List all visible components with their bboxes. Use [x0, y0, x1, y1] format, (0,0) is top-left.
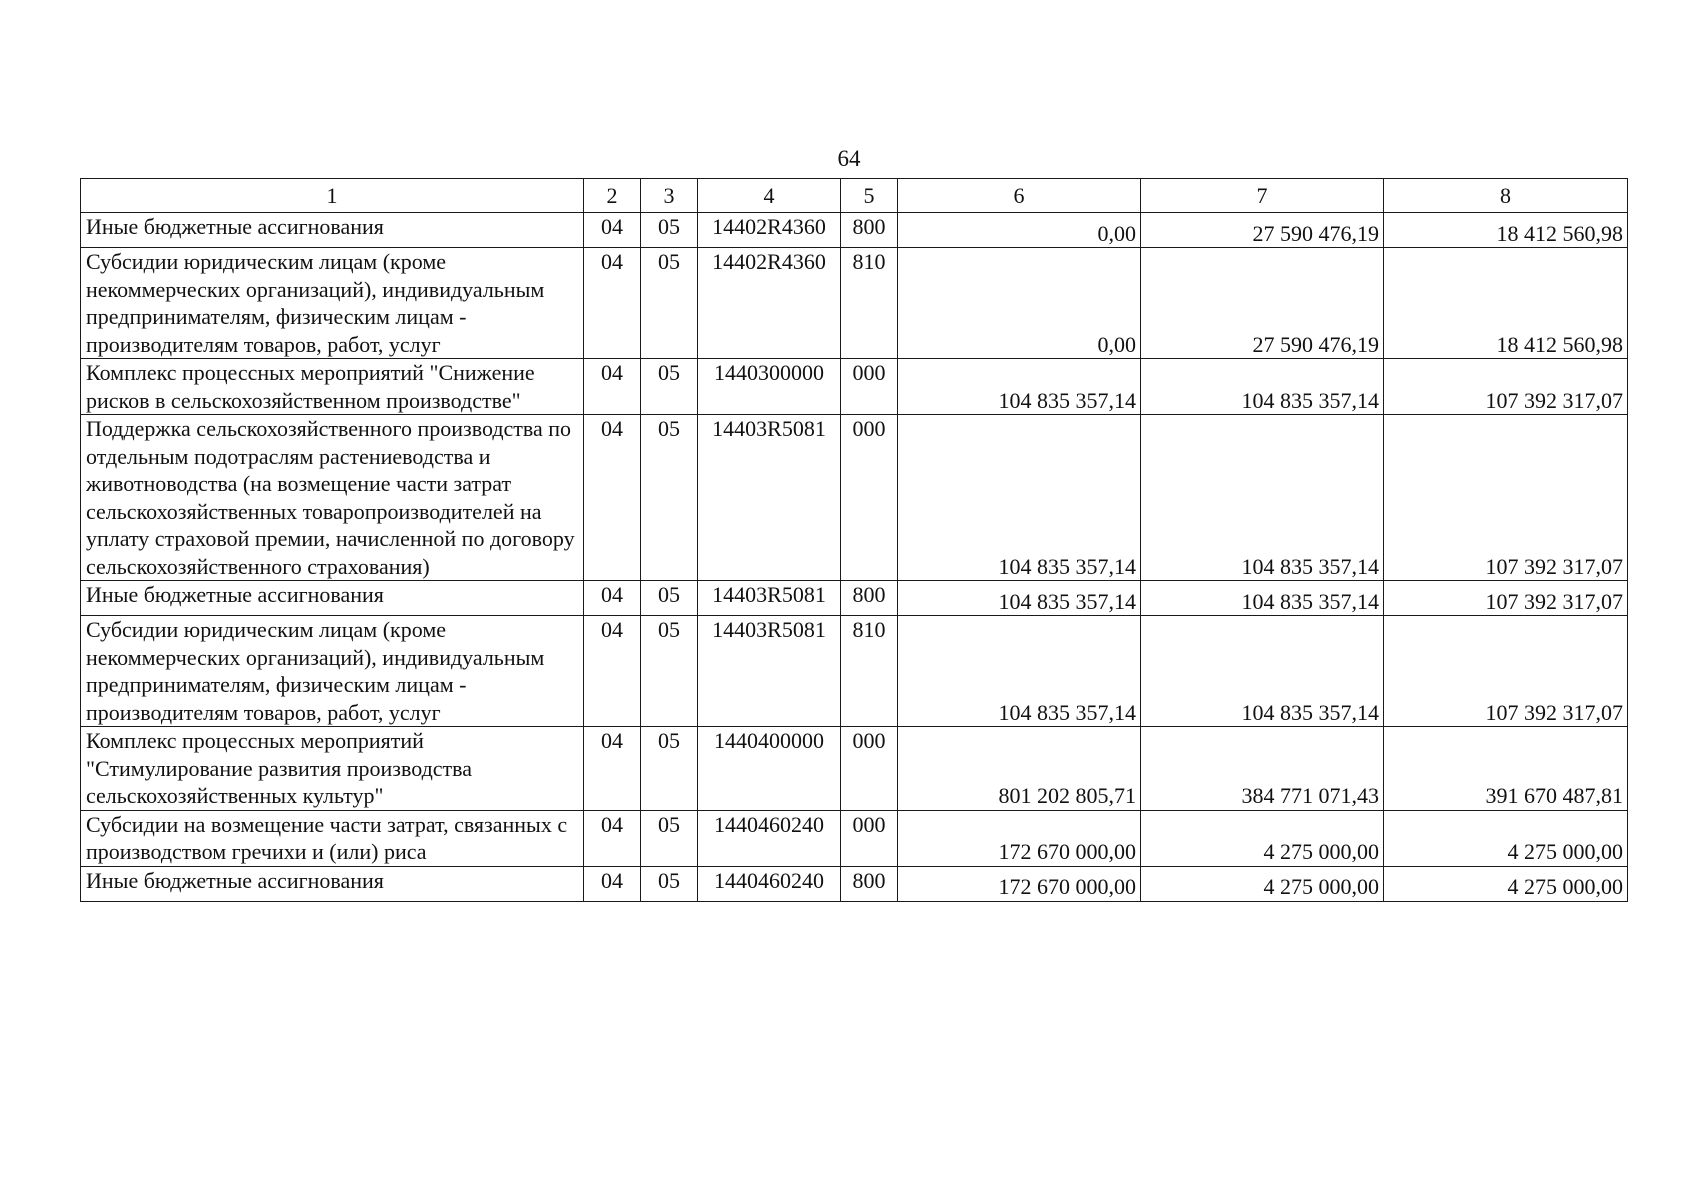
target-article-cell: 1440460240: [698, 866, 841, 901]
column-header: 4: [698, 179, 841, 213]
amount-col6-cell: 172 670 000,00: [898, 810, 1141, 866]
amount-col8-cell: 107 392 317,07: [1384, 616, 1628, 727]
section-code-cell: 04: [584, 616, 641, 727]
target-article-cell: 1440300000: [698, 359, 841, 415]
section-code-cell: 04: [584, 415, 641, 581]
section-code-cell: 04: [584, 213, 641, 248]
item-name-cell: Иные бюджетные ассигнования: [81, 213, 584, 248]
expense-type-cell: 810: [841, 248, 898, 359]
section-code-cell: 04: [584, 248, 641, 359]
amount-col6-cell: 801 202 805,71: [898, 727, 1141, 811]
column-header: 1: [81, 179, 584, 213]
amount-col7-cell: 104 835 357,14: [1141, 581, 1384, 616]
item-name-cell: Иные бюджетные ассигнования: [81, 866, 584, 901]
amount-col8-cell: 18 412 560,98: [1384, 213, 1628, 248]
item-name-cell: Комплекс процессных мероприятий "Стимулирование развития производства сельскохозяйственных культур": [81, 727, 584, 811]
amount-col6-cell: 0,00: [898, 213, 1141, 248]
item-name-cell: Поддержка сельскохозяйственного производства по отдельным подотраслям растениеводства и животноводства (на возмещение части затрат сельскохозяйственных товаропроизводителей на уплату страховой премии, начисленной по договору сельскохозяйственного страхования): [81, 415, 584, 581]
amount-col6-cell: 172 670 000,00: [898, 866, 1141, 901]
amount-col8-cell: 4 275 000,00: [1384, 866, 1628, 901]
section-code-cell: 04: [584, 359, 641, 415]
amount-col8-cell: 4 275 000,00: [1384, 810, 1628, 866]
subsection-code-cell: 05: [641, 248, 698, 359]
expense-type-cell: 800: [841, 866, 898, 901]
table-row: [81, 581, 1628, 616]
subsection-code-cell: 05: [641, 727, 698, 811]
subsection-code-cell: 05: [641, 810, 698, 866]
target-article-cell: 1440460240: [698, 810, 841, 866]
expense-type-cell: 800: [841, 213, 898, 248]
table-row: [81, 616, 1628, 727]
subsection-code-cell: 05: [641, 581, 698, 616]
item-name-cell: Субсидии юридическим лицам (кроме некоммерческих организаций), индивидуальным предпринимателям, физическим лицам - производителям товаров, работ, услуг: [81, 616, 584, 727]
section-code-cell: 04: [584, 866, 641, 901]
section-code-cell: 04: [584, 581, 641, 616]
amount-col8-cell: 107 392 317,07: [1384, 581, 1628, 616]
amount-col7-cell: 27 590 476,19: [1141, 213, 1384, 248]
amount-col8-cell: 107 392 317,07: [1384, 415, 1628, 581]
column-header: 6: [898, 179, 1141, 213]
target-article-cell: 14403R5081: [698, 616, 841, 727]
amount-col6-cell: 104 835 357,14: [898, 581, 1141, 616]
table-row: [81, 359, 1628, 415]
column-header: 7: [1141, 179, 1384, 213]
page-number: 64: [837, 146, 861, 171]
amount-col6-cell: 104 835 357,14: [898, 616, 1141, 727]
amount-col7-cell: 384 771 071,43: [1141, 727, 1384, 811]
expense-type-cell: 000: [841, 810, 898, 866]
expense-type-cell: 000: [841, 359, 898, 415]
amount-col7-cell: 104 835 357,14: [1141, 359, 1384, 415]
item-name-cell: Субсидии на возмещение части затрат, связанных с производством гречихи и (или) риса: [81, 810, 584, 866]
item-name-cell: Комплекс процессных мероприятий "Снижение рисков в сельскохозяйственном производстве": [81, 359, 584, 415]
column-header: 8: [1384, 179, 1628, 213]
target-article-cell: 1440400000: [698, 727, 841, 811]
expense-type-cell: 000: [841, 727, 898, 811]
table-row: [81, 866, 1628, 901]
amount-col8-cell: 391 670 487,81: [1384, 727, 1628, 811]
subsection-code-cell: 05: [641, 415, 698, 581]
subsection-code-cell: 05: [641, 359, 698, 415]
target-article-cell: 14402R4360: [698, 248, 841, 359]
expense-type-cell: 800: [841, 581, 898, 616]
target-article-cell: 14402R4360: [698, 213, 841, 248]
subsection-code-cell: 05: [641, 213, 698, 248]
column-header: 3: [641, 179, 698, 213]
table-body: [81, 213, 1628, 902]
table-row: [81, 213, 1628, 248]
amount-col7-cell: 104 835 357,14: [1141, 616, 1384, 727]
amount-col7-cell: 104 835 357,14: [1141, 415, 1384, 581]
amount-col6-cell: 0,00: [898, 248, 1141, 359]
expense-type-cell: 000: [841, 415, 898, 581]
section-code-cell: 04: [584, 727, 641, 811]
amount-col8-cell: 107 392 317,07: [1384, 359, 1628, 415]
amount-col6-cell: 104 835 357,14: [898, 415, 1141, 581]
table-row: [81, 415, 1628, 581]
table-row: [81, 810, 1628, 866]
table-header-row: [81, 179, 1628, 213]
amount-col7-cell: 4 275 000,00: [1141, 810, 1384, 866]
budget-table: [80, 178, 1628, 902]
subsection-code-cell: 05: [641, 616, 698, 727]
column-header: 5: [841, 179, 898, 213]
table-row: [81, 727, 1628, 811]
target-article-cell: 14403R5081: [698, 415, 841, 581]
item-name-cell: Иные бюджетные ассигнования: [81, 581, 584, 616]
amount-col7-cell: 4 275 000,00: [1141, 866, 1384, 901]
expense-type-cell: 810: [841, 616, 898, 727]
amount-col8-cell: 18 412 560,98: [1384, 248, 1628, 359]
table-row: [81, 248, 1628, 359]
column-header: 2: [584, 179, 641, 213]
amount-col7-cell: 27 590 476,19: [1141, 248, 1384, 359]
item-name-cell: Субсидии юридическим лицам (кроме некоммерческих организаций), индивидуальным предпринимателям, физическим лицам - производителям товаров, работ, услуг: [81, 248, 584, 359]
section-code-cell: 04: [584, 810, 641, 866]
target-article-cell: 14403R5081: [698, 581, 841, 616]
subsection-code-cell: 05: [641, 866, 698, 901]
amount-col6-cell: 104 835 357,14: [898, 359, 1141, 415]
